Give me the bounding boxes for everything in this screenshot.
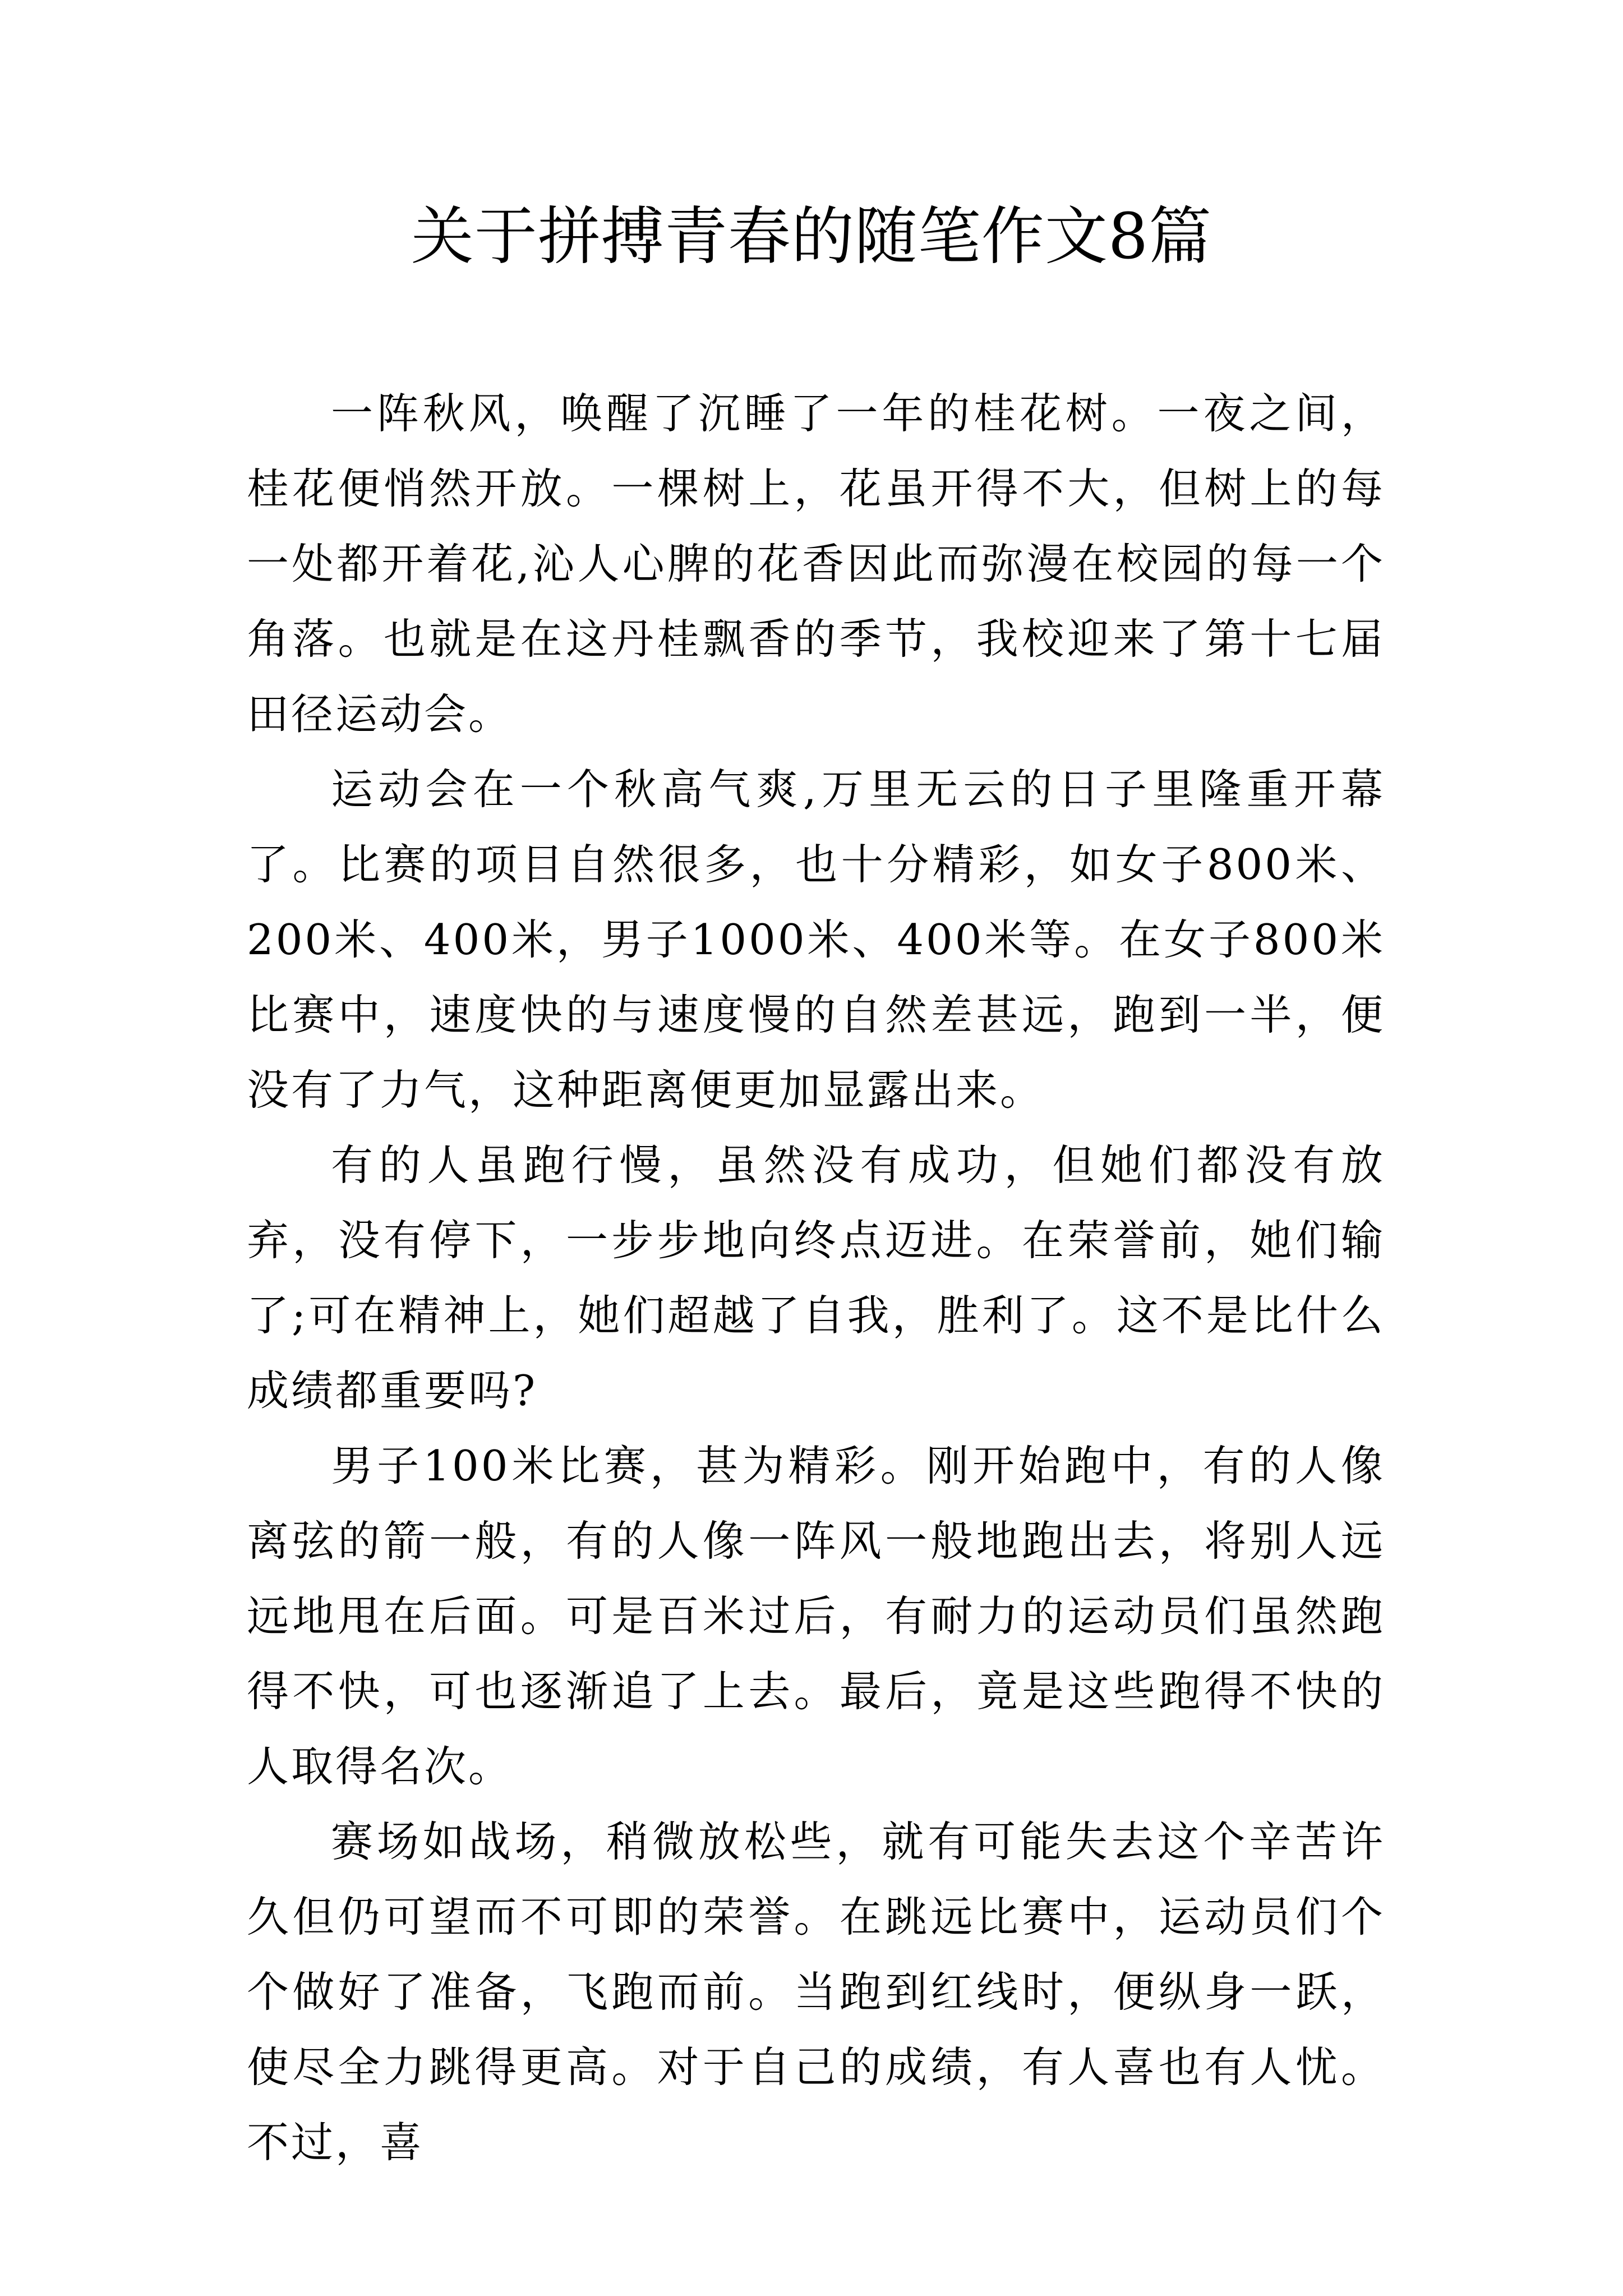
document-body [247, 376, 1385, 2180]
paragraph-3: 有的人虽跑行慢，虽然没有成功，但她们都没有放弃，没有停下，一步步地向终点迈进。在荣誉前，她们输了;可在精神上，她们超越了自我，胜利了。这不是比什么成绩都重要吗? [247, 1140, 1385, 1415]
document-title: 关于拼搏青春的随笔作文8篇 [411, 200, 1212, 273]
paragraph-1: 一阵秋风，唤醒了沉睡了一年的桂花树。一夜之间，桂花便悄然开放。一棵树上，花虽开得不大，但树上的每一处都开着花,沁人心脾的花香因此而弥漫在校园的每一个角落。也就是在这丹桂飘香的季节，我校迎来了第十七届田径运动会。 [247, 389, 1385, 739]
paragraph-5: 赛场如战场，稍微放松些，就有可能失去这个辛苦许久但仍可望而不可即的荣誉。在跳远比赛中，运动员们个个做好了准备，飞跑而前。当跑到红线时，便纵身一跃，使尽全力跳得更高。对于自己的成绩，有人喜也有人忧。不过，喜 [247, 1817, 1385, 2167]
paragraph-2: 运动会在一个秋高气爽,万里无云的日子里隆重开幕了。比赛的项目自然很多，也十分精彩，如女子800米、200米、400米，男子1000米、400米等。在女子800米比赛中，速度快的与速度慢的自然差甚远，跑到一半，便没有了力气，这种距离便更加显露出来。 [247, 765, 1385, 1115]
paragraph-4: 男子100米比赛，甚为精彩。刚开始跑中，有的人像离弦的箭一般，有的人像一阵风一般地跑出去，将别人远远地甩在后面。可是百米过后，有耐力的运动员们虽然跑得不快，可也逐渐追了上去。最后，竟是这些跑得不快的人取得名次。 [247, 1441, 1385, 1791]
